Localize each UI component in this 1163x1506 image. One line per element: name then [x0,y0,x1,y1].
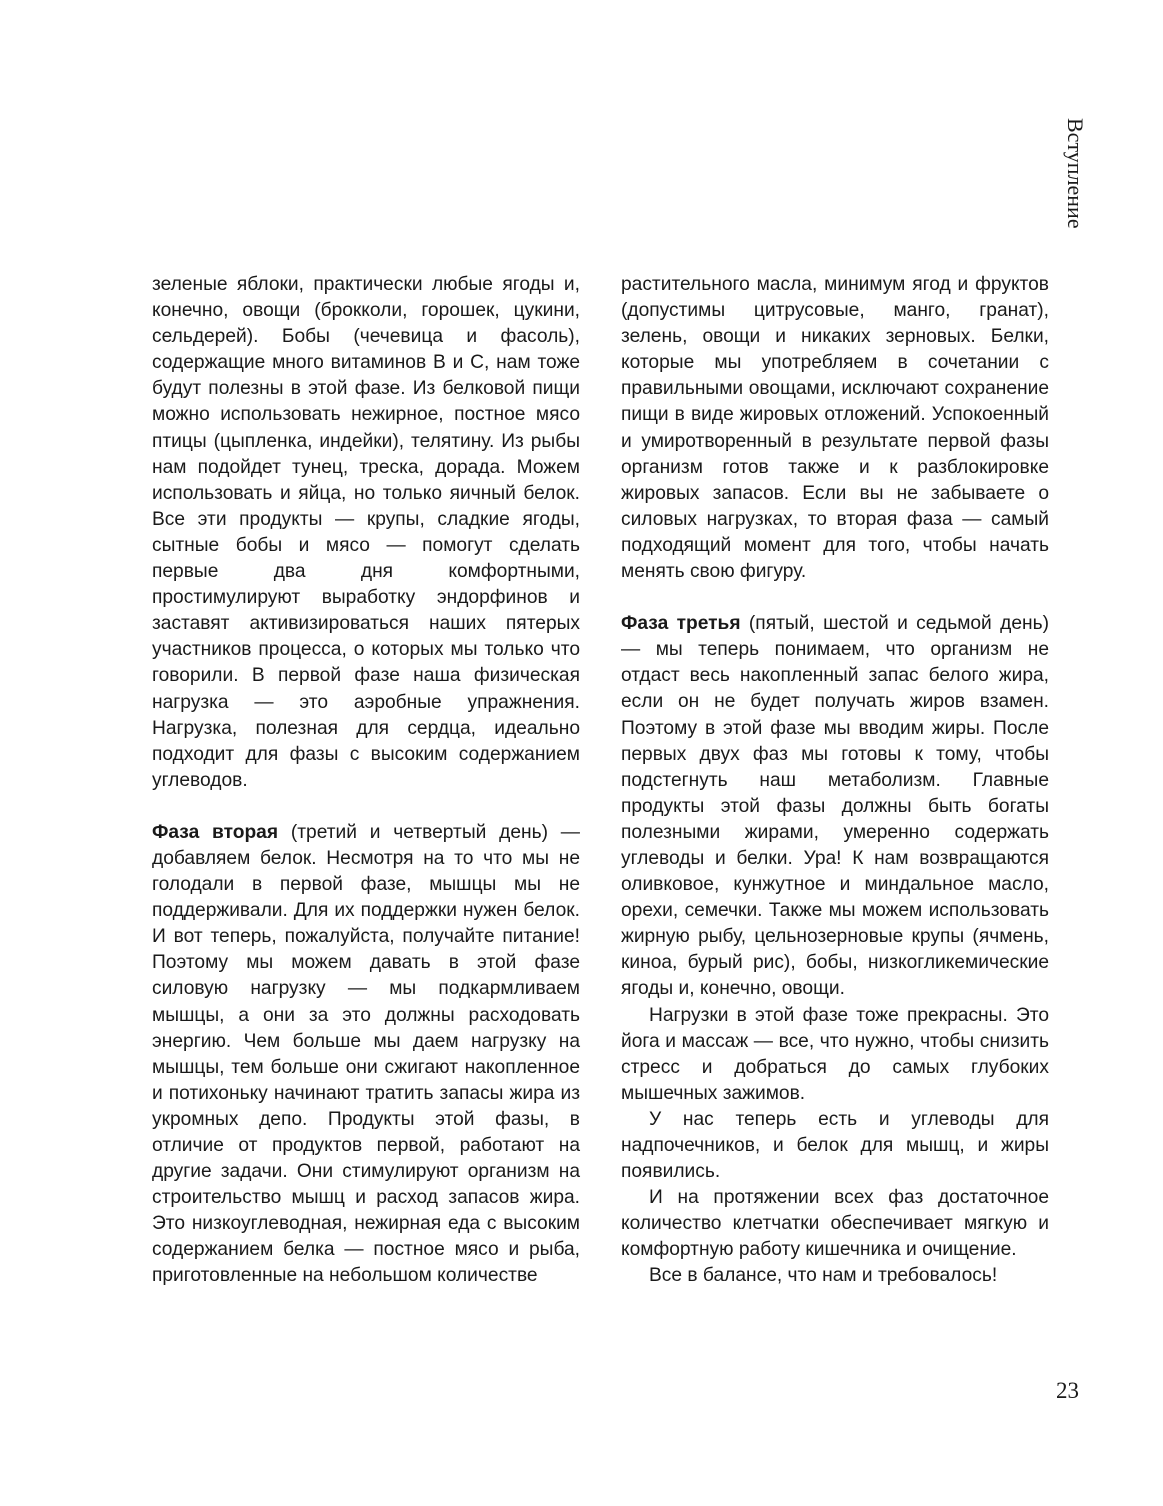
phase3-text: (пятый, шестой и седьмой день) — мы теперь понимаем, что организм не отдаст весь накопленный запас белого жира, если он не будет получать жиров взамен. Поэтому в этой фазе мы вводим жиры. После первых двух фаз мы готовы к тому, чтобы подстегнуть наш метаболизм. Главные продукты этой фазы должны быть богаты полезными жирами, умеренно содержать углеводы и белки. Ура! К нам возвращаются оливковое, кунжутное и миндальное масло, орехи, семечки. Также мы можем использовать жирную рыбу, цельнозерновые крупы (ячмень, киноа, бурый рис), бобы, низкогликемические ягоды и, конечно, овощи. [621,613,1049,1000]
paragraph-phase3 [621,611,1049,1002]
paragraph-balance: Все в балансе, что нам и требовалось! [649,1265,998,1287]
phase3-heading: Фаза третья [621,613,741,635]
phase2-text: (третий и четвертый день) — добавляем белок. Несмотря на то что мы не голодали в первой фазе, мышцы мы не поддерживали. Для их поддержки нужен белок. И вот теперь, пожалуйста, получайте питание! Поэтому мы можем давать в этой фазе силовую нагрузку — мы подкармливаем мышцы, а они за это должны расходовать энергию. Чем больше мы даем нагрузку на мышцы, тем больше они сжигают накопленное и потихоньку начинают тратить запасы жира из укромных депо. Продукты этой фазы, в отличие от продуктов первой, работают на другие задачи. Они стимулируют организм на строительство мышц и расход запасов жира. Это низкоуглеводная, нежирная еда с высоким содержанием белка — постное мясо и рыба, приготовленные на небольшом количестве [152,821,580,1287]
running-head: Вступление [1063,118,1088,229]
paragraph-phase2-continued: растительного масла, минимум ягод и фруктов (допустимы цитрусовые, манго, гранат), зелень, овощи и никаких зерновых. Белки, которые мы употребляем в сочетании с правильными овощами, исключают сохранение пищи в виде жировых отложений. Успокоенный и умиротворенный в результате первой фазы организм готов также и к разблокировке жировых запасов. Если вы не забываете о силовых нагрузках, то вторая фаза — самый подходящий момент для того, чтобы начать менять свою фигуру. [621,274,1049,583]
right-column [621,272,1049,1290]
paragraph-phase2 [152,820,580,1290]
paragraph-fiber: И на протяжении всех фаз достаточное количество клетчатки обеспечивает мягкую и комфортную работу кишечника и очищение. [621,1187,1049,1261]
paragraph-nutrients: У нас теперь есть и углеводы для надпочечников, и белок для мышц, и жиры появились. [621,1108,1049,1183]
paragraph-phase1-continued: зеленые яблоки, практически любые ягоды и, конечно, овощи (брокколи, горошек, цукини, сельдерей). Бобы (чечевица и фасоль), содержащие много витаминов В и С, нам тоже будут полезны в этой фазе. Из белковой пищи можно использовать нежирное, постное мясо птицы (цыпленка, индейки), телятину. Из рыбы нам подойдет тунец, треска, дорада. Можем использовать и яйца, но только яичный белок. Все эти продукты — крупы, сладкие ягоды, сытные бобы и мясо — помогут сделать первые два дня комфортными, простимулируют выработку эндорфинов и заставят активизироваться наших пятерых участников процесса, о которых мы только что говорили. В первой фазе наша физическая нагрузка — это аэробные упражнения. Нагрузка, полезная для сердца, идеально подходит для фазы с высоким содержанием углеводов. [152,274,580,791]
page-number: 23 [1056,1378,1079,1403]
phase2-heading: Фаза вторая [152,821,279,843]
paragraph-loads: Нагрузки в этой фазе тоже прекрасны. Это йога и массаж — все, что нужно, чтобы снизить стресс и добраться до самых глубоких мышечных зажимов. [621,1004,1049,1104]
left-column [152,272,580,1290]
